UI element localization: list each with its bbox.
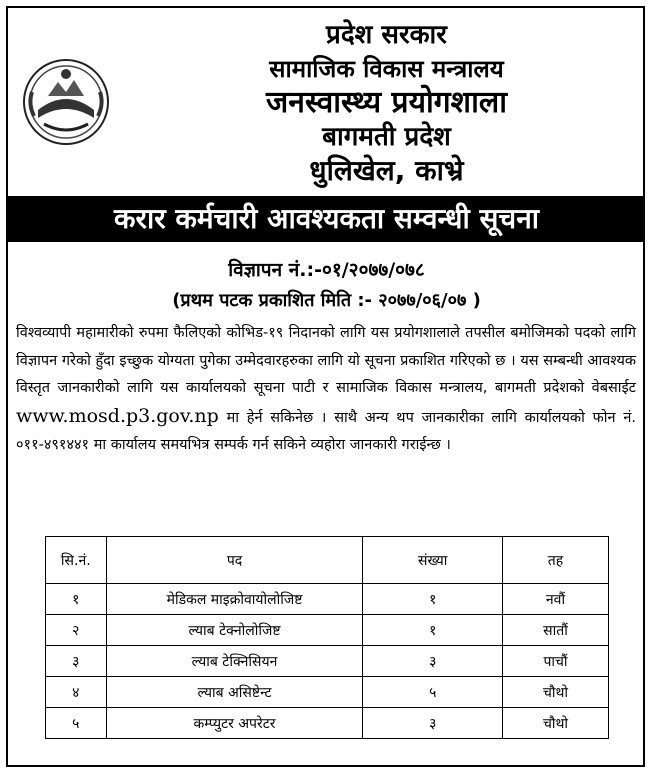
notice-title-banner: करार कर्मचारी आवश्यकता सम्वन्धी सूचना [8,196,645,242]
cell-level: सातौं [503,615,609,646]
cell-serial: १ [46,584,107,615]
nepal-government-emblem-icon [18,52,114,148]
header-post: पद [106,537,363,584]
cell-count: ५ [363,677,503,708]
notice-text-part1: विश्वव्यापी महामारीको रुपमा फैलिएको कोभिड-१९ निदानको लागि यस प्रयोगशालाले तपसील बमोजिमको पदको लागि विज्ञापन गरेको हुँदा इच्छुक योग्यता पुगेका उम्मेदवारहरुका लागि यो सूचना प्रकाशित गरिएको छ । यस सम्बन्धी आवश्यक विस्तृत जानकारीको लागि यस कार्यालयको सूचना पाटी र सामाजिक विकास मन्त्रालय, बागमती प्रदेशको वेबसाईट [16,325,636,396]
notice-body [16,320,636,460]
table-row [46,646,609,677]
cell-count: ३ [363,708,503,739]
cell-post: ल्याब असिष्टेन्ट [106,677,363,708]
cell-serial: ३ [46,646,107,677]
cell-serial: ४ [46,677,107,708]
header-serial: सि.नं. [46,537,107,584]
cell-level: चौथो [503,677,609,708]
header-province: बागमती प्रदेश [322,122,451,152]
advertisement-number: विज्ञापन नं.:-०१/२०७७/०७८ [228,259,425,281]
cell-level: चौथो [503,708,609,739]
cell-post: मेडिकल माइक्रोवायोलोजिष्ट [106,584,363,615]
cell-serial: ५ [46,708,107,739]
vacancy-table [45,536,609,739]
cell-count: १ [363,584,503,615]
header-level: तह [503,537,609,584]
table-row [46,708,609,739]
table-header-row [46,537,609,584]
table-row [46,615,609,646]
header-ministry: सामाजिक विकास मन्त्रालय [269,55,504,83]
publication-date: (प्रथम पटक प्रकाशित मिति :- २०७७/०६/०७ ) [172,290,481,311]
notice-text-part2: मा हेर्न सकिनेछ । साथै अन्य थप जानकारीका लागि कार्यालयको फोन नं. ०११-४९१४४१ मा कार्यालय समयभित्र सम्पर्क गर्न सकिने व्यहोरा जानकारी गराईन्छ । [16,409,636,453]
cell-serial: २ [46,615,107,646]
cell-post: ल्याब टेक्निसियन [106,646,363,677]
office-header [120,18,653,188]
header-count: संख्या [363,537,503,584]
table-row [46,584,609,615]
table-row [46,677,609,708]
cell-post: कम्प्युटर अपरेटर [106,708,363,739]
header-government: प्रदेश सरकार [326,20,447,50]
header-location: धुलिखेल, काभ्रे [309,154,464,187]
cell-level: नवौं [503,584,609,615]
header-laboratory: जनस्वास्थ्य प्रयोगशाला [266,85,507,120]
website-link[interactable]: www.mosd.p3.gov.np [16,404,219,427]
cell-count: १ [363,615,503,646]
cell-count: ३ [363,646,503,677]
cell-post: ल्याब टेक्नोलोजिष्ट [106,615,363,646]
cell-level: पाचौं [503,646,609,677]
